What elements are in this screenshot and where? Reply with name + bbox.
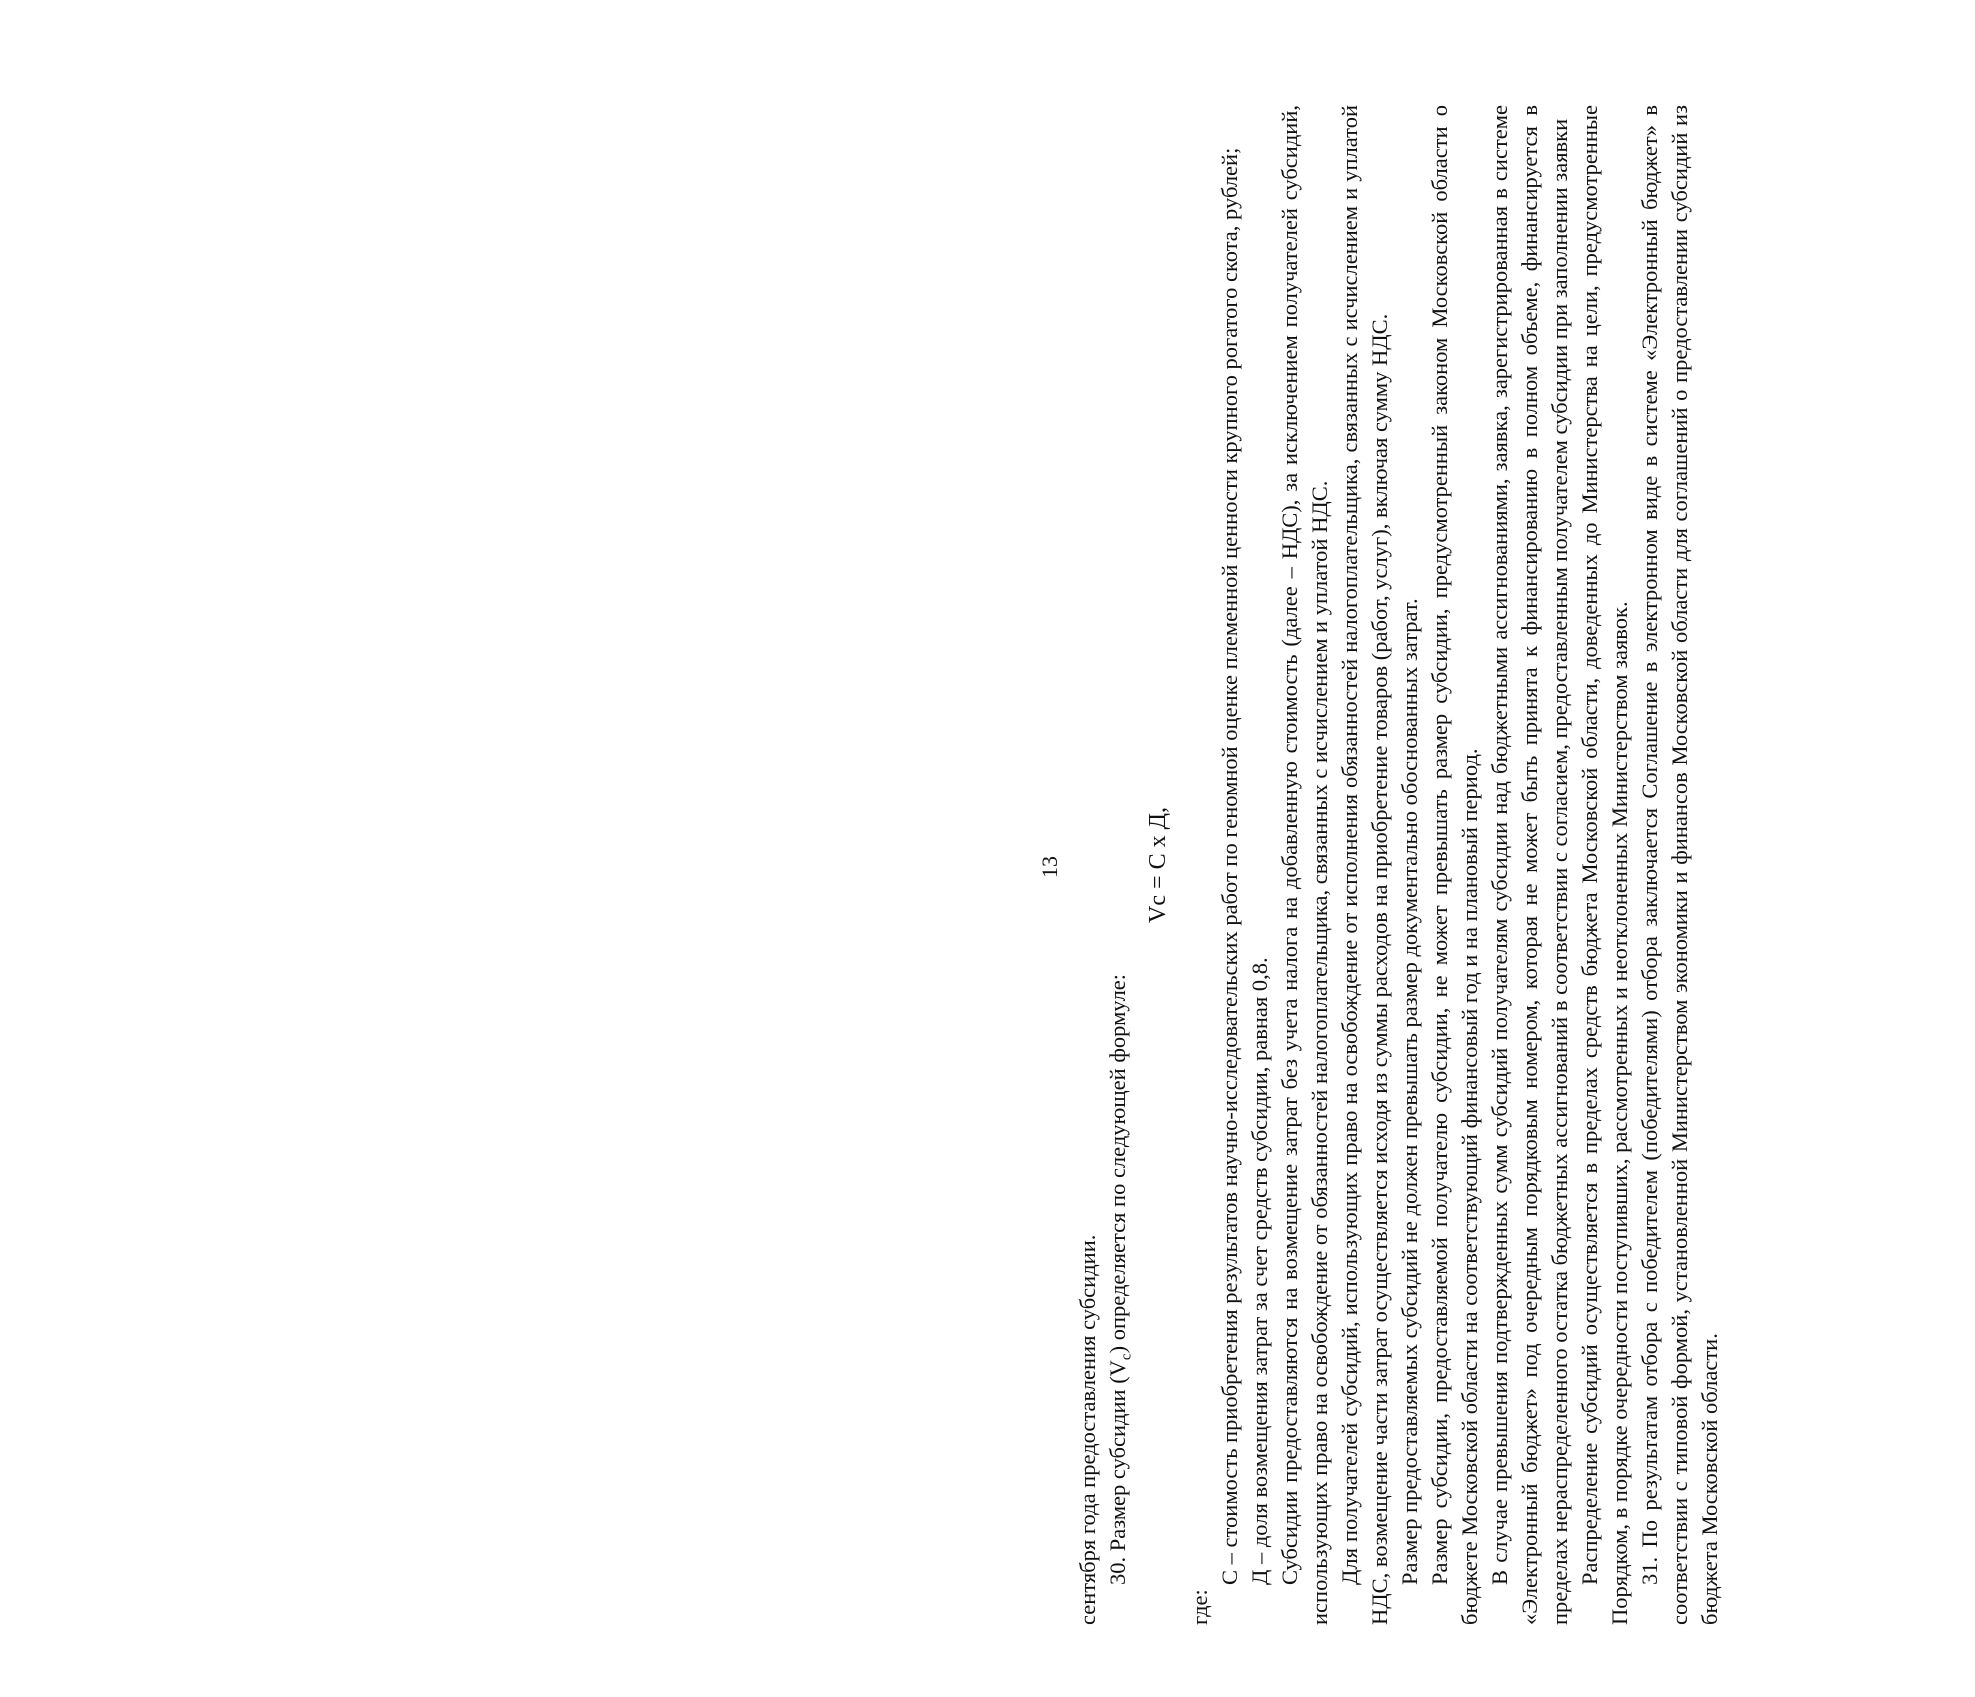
definition-c: С – стоимость приобретения результатов научно-исследовательских работ по геномной оценке племенной ценности крупного рогатого скота, рублей;: [1217, 147, 1242, 1585]
paragraph-size-law: Размер субсидии, предоставляемой получателю субсидии, не может превышать размер субсидии, предусмотренный законом Московской области о бюджете Московской области на соответствующий финансовый год и на плановый период.: [1427, 105, 1482, 1625]
paragraph-31: 31. По результатам отбора с победителем (победителями) отбора заключается Соглашение в электронном виде в системе «Электронный бюджет» в соответствии с типовой формой, установленной Министерством экономики и финансов Московской области для соглашений о предоставлении субсидий из бюджета Московской области.: [1637, 105, 1722, 1625]
paragraph-nds-exempt: Для получателей субсидий, использующих право на освобождение от исполнения обязанностей налогоплательщика, связанных с исчислением и уплатой НДС, возмещение части затрат осуществляется исходя из суммы расходов на приобретение товаров (работ, услуг), включая сумму НДС.: [1337, 105, 1392, 1625]
paragraph-nds-exclusion: Субсидии предоставляются на возмещение затрат без учета налога на добавленную стоимость (далее – НДС), за исключением получателей субсидий, использующих право на освобождение от обязанностей налогоплательщика, связанных с исчислением и уплатой НДС.: [1277, 105, 1332, 1625]
paragraph-30-end: ) определяется по следующей формуле:: [1105, 973, 1130, 1354]
paragraph-30-start: 30. Размер субсидии (V: [1105, 1360, 1130, 1585]
where-label: где:: [1187, 1589, 1212, 1625]
subsidy-formula: Vc = C x Д,: [1145, 807, 1171, 923]
paragraph-excess: В случае превышения подтвержденных сумм субсидий получателям субсидии над бюджетными ассигнованиями, заявка, зарегистрированная в системе «Электронный бюджет» под очередным порядковым номером, которая не может быть принята к финансированию в полном объеме, финансируется в пределах нераспределенного остатка бюджетных ассигнований в соответствии с согласием, предоставленным получателем субсидии при заполнении заявки: [1487, 105, 1572, 1625]
document-body: [1073, 105, 1725, 1625]
paragraph-30: [1103, 105, 1133, 1625]
paragraph-distribution: Распределение субсидий осуществляется в пределах средств бюджета Московской области, доведенных до Министерства на цели, предусмотренные Порядком, в порядке очередности поступивших, рассмотренных и неотклоненных Министерством заявок.: [1577, 105, 1632, 1625]
rotated-document-page: [1035, 105, 1975, 1625]
paragraph-size-limit: Размер предоставляемых субсидий не должен превышать размер документально обоснованных затрат.: [1397, 598, 1422, 1585]
paragraph-30-subscript: c: [1118, 1353, 1135, 1361]
definition-d: Д – доля возмещения затрат за счет средств субсидии, равная 0,8.: [1247, 957, 1272, 1585]
page-number: 13: [1037, 856, 1062, 878]
paragraph-deadline-tail: сентября года предоставления субсидии.: [1075, 1234, 1100, 1625]
